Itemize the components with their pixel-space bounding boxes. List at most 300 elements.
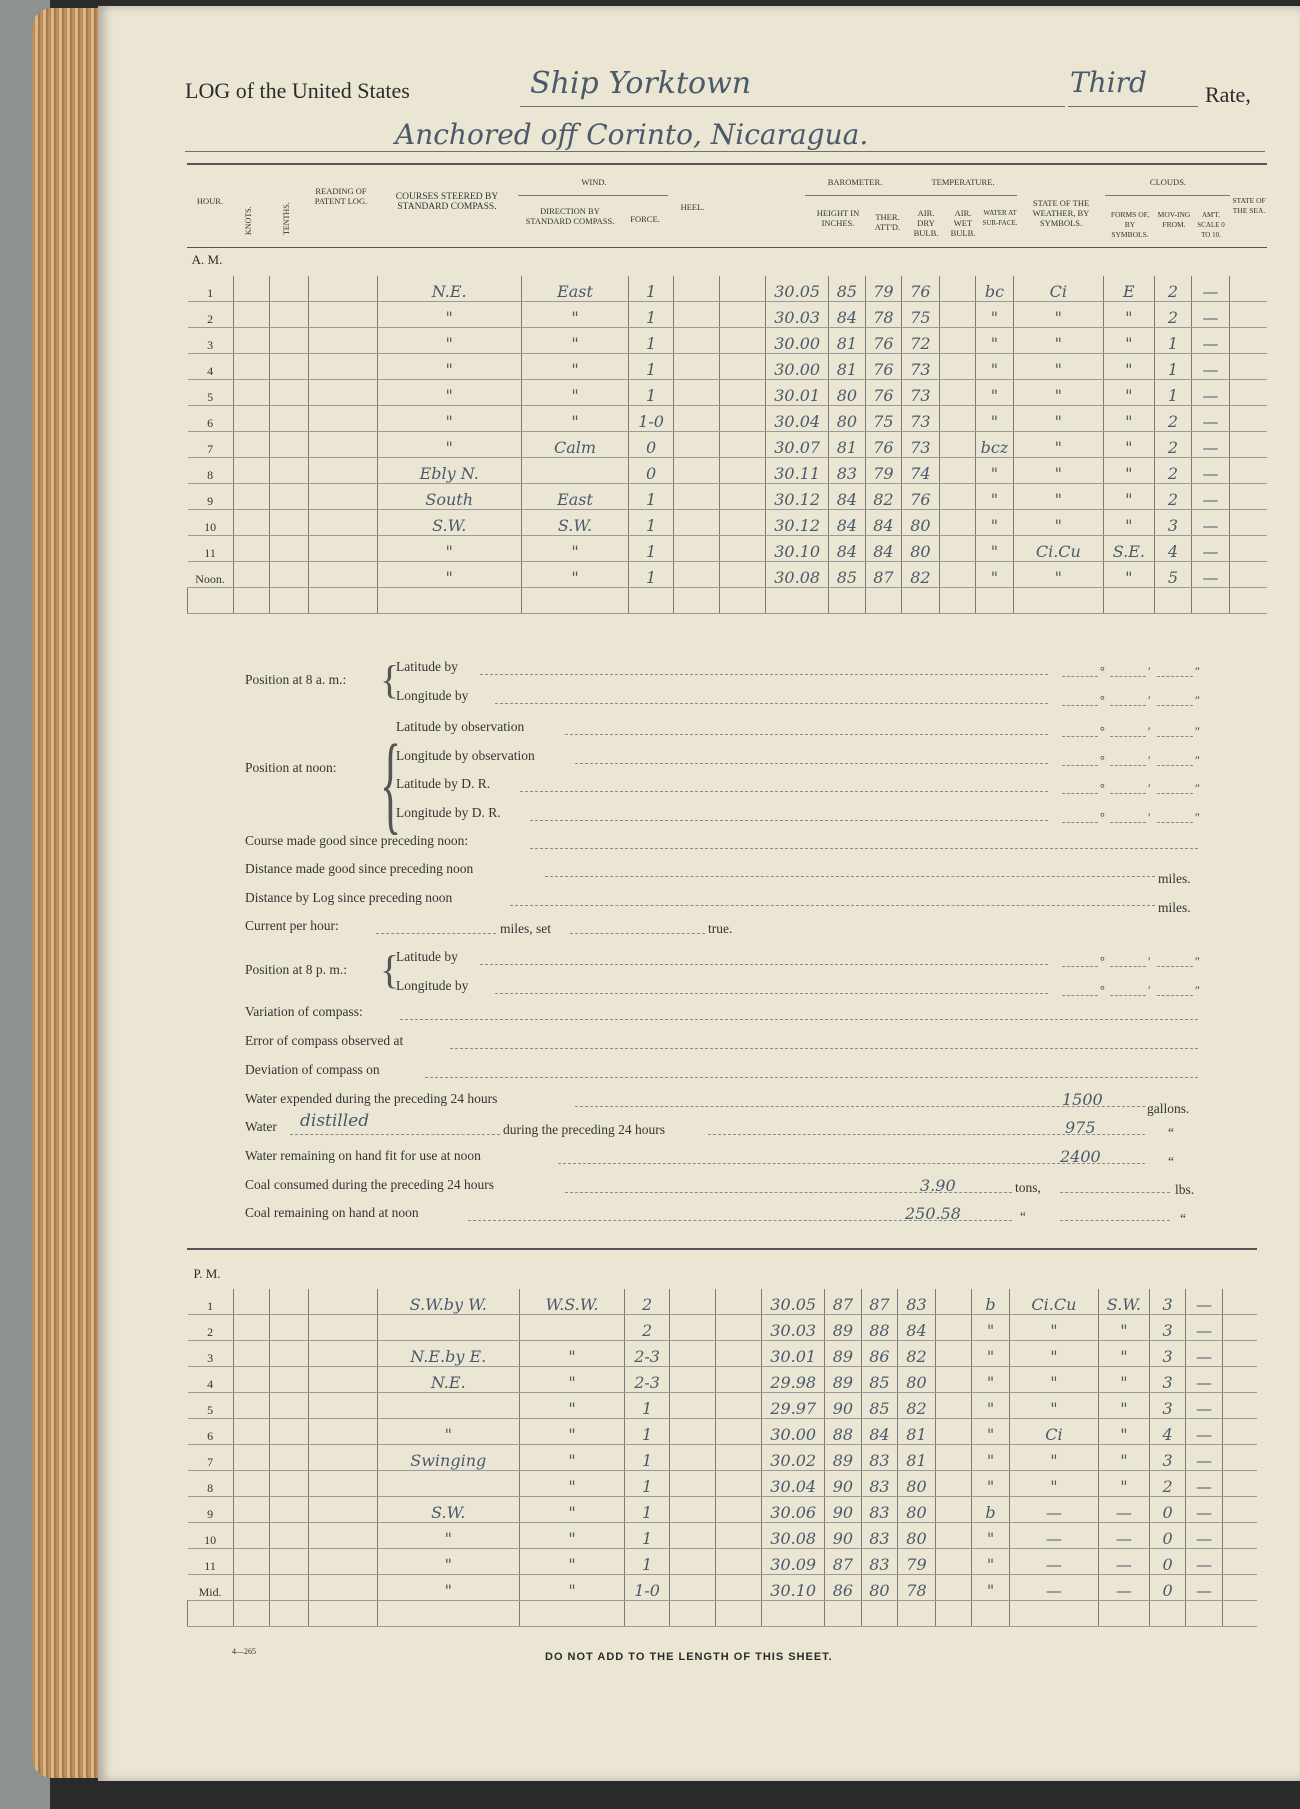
pm-cell-amount: 2 [1149,1471,1186,1497]
pm-cell-moving: " [1099,1315,1150,1341]
am-cell-patent [308,328,377,354]
pm-cell-wet: 83 [898,1289,936,1315]
am-cell-course: " [377,536,521,562]
am-blank-cell [1013,588,1103,614]
position-sec-mark: ″ [1195,664,1200,678]
am-cell-weather: " [976,354,1014,380]
am-cell-knots [233,432,270,458]
am-cell-patent [308,536,377,562]
am-cell-force: 1 [629,276,674,302]
pm-cell-dry: 84 [861,1419,898,1445]
pm-row [188,1367,1258,1393]
position-min-mark: ′ [1148,954,1151,968]
am-cell-weather: " [976,510,1014,536]
pm-cell-moving: S.W. [1099,1289,1150,1315]
pm-cell-knots [233,1393,270,1419]
am-cell-wind_dir [521,458,629,484]
pm-cell-moving: — [1099,1575,1150,1601]
position-min-blank [1110,966,1146,967]
pm-cell-dry: 83 [861,1497,898,1523]
posnoon-label: Position at noon: [245,760,337,775]
am-cell-forms: " [1013,458,1103,484]
am-cell-height: 30.07 [766,432,829,458]
pm-cell-extra [1222,1445,1257,1471]
position-sec-mark: ″ [1195,693,1200,707]
pm-cell-force: 2 [625,1315,670,1341]
current-set-line [570,933,705,934]
dist-good-miles: miles. [1158,871,1191,886]
am-blank-cell [1229,588,1267,614]
am-cell-moving: " [1104,328,1155,354]
pm-cell-heel2 [715,1289,762,1315]
current-miles-set: miles, set [500,921,551,936]
pm-cell-hour: 1 [188,1289,234,1315]
water-word: Water [245,1119,277,1134]
pm-cell-weather: " [972,1341,1010,1367]
am-cell-wet: 80 [902,510,940,536]
am-cell-tenths [270,484,309,510]
pm-cell-tenths [270,1367,309,1393]
am-cell-sea: — [1192,510,1230,536]
am-cell-ther: 80 [829,406,866,432]
am-cell-amount: 2 [1154,432,1192,458]
pm-cell-dry: 88 [861,1315,898,1341]
pm-cell-wet: 80 [898,1523,936,1549]
am-cell-ther: 85 [829,562,866,588]
am-cell-patent [308,484,377,510]
water-remaining-ditto: “ [1168,1154,1174,1169]
pm-cell-amount: 3 [1149,1367,1186,1393]
pm-cell-forms: — [1009,1497,1098,1523]
position-deg-blank [1062,822,1098,823]
am-cell-wet: 75 [902,302,940,328]
am-cell-knots [233,328,270,354]
pm-cell-course [377,1315,519,1341]
pm-cell-tenths [270,1445,309,1471]
header-forms: FORMS OF, BY SYMBOLS. [1110,210,1150,239]
pm-cell-course: Swinging [377,1445,519,1471]
pm-cell-knots [233,1575,270,1601]
position-deg-mark: ° [1100,781,1105,795]
am-blank-cell [719,588,766,614]
am-cell-wet: 73 [902,354,940,380]
am-cell-force: 0 [629,432,674,458]
pm-cell-patent [308,1289,377,1315]
am-cell-heel [673,406,719,432]
am-cell-heel2 [719,510,766,536]
pm-cell-height: 30.05 [762,1289,825,1315]
pm-blank-cell [1099,1601,1150,1627]
am-cell-course: " [377,406,521,432]
am-cell-heel [673,328,719,354]
am-row [188,380,1268,406]
pm-cell-height: 30.08 [762,1523,825,1549]
am-cell-weather: " [976,458,1014,484]
am-cell-force: 1 [629,562,674,588]
am-cell-ther: 84 [829,536,866,562]
pm-cell-extra [1222,1549,1257,1575]
am-cell-dry: 84 [865,536,902,562]
am-cell-moving: E [1104,276,1155,302]
pm-cell-heel [669,1497,715,1523]
pm-cell-weather: b [972,1289,1010,1315]
am-row [188,432,1268,458]
pm-cell-tenths [270,1497,309,1523]
position-min-mark: ′ [1148,724,1151,738]
am-cell-water [939,458,976,484]
am-cell-tenths [270,380,309,406]
pm-cell-patent [308,1341,377,1367]
am-cell-water [939,510,976,536]
pm-cell-extra [1222,1575,1257,1601]
am-blank-cell [629,588,674,614]
pm-cell-forms: " [1009,1445,1098,1471]
am-cell-sea: — [1192,536,1230,562]
am-cell-heel [673,484,719,510]
am-cell-moving: " [1104,380,1155,406]
pm-blank-cell [188,1601,234,1627]
pm-cell-height: 30.03 [762,1315,825,1341]
am-cell-forms: " [1013,510,1103,536]
dist-log-line [510,905,1155,906]
pm-cell-heel [669,1367,715,1393]
am-cell-height: 30.10 [766,536,829,562]
pos8pm-lon-label: Longitude by [396,978,469,993]
am-cell-water [939,328,976,354]
am-cell-heel2 [719,536,766,562]
location-line [185,151,1265,152]
am-cell-extra [1229,562,1267,588]
position-deg-blank [1062,736,1098,737]
am-cell-extra [1229,302,1267,328]
am-cell-weather: " [976,484,1014,510]
position-sec-mark: ″ [1195,724,1200,738]
pm-cell-weather: " [972,1549,1010,1575]
pm-cell-knots [233,1289,270,1315]
log-title: LOG of the United States [185,78,410,103]
am-cell-hour: 9 [188,484,234,510]
coal-consumed-tons: tons, [1015,1180,1041,1195]
pm-cell-ther: 90 [825,1497,862,1523]
pm-cell-forms: — [1009,1523,1098,1549]
position-deg-mark: ° [1100,724,1105,738]
am-cell-amount: 5 [1154,562,1192,588]
pm-cell-height: 30.01 [762,1341,825,1367]
header-air-dry: AIR. DRY BULB. [913,208,939,238]
pm-cell-water [935,1497,972,1523]
pm-cell-force: 1 [625,1419,670,1445]
am-blank-cell [1104,588,1155,614]
am-cell-sea: — [1192,406,1230,432]
am-cell-force: 1-0 [629,406,674,432]
am-cell-heel2 [719,484,766,510]
am-cell-height: 30.00 [766,354,829,380]
am-cell-heel [673,458,719,484]
pm-cell-extra [1222,1341,1257,1367]
am-cell-force: 1 [629,536,674,562]
position-deg-blank [1062,676,1098,677]
pm-cell-heel2 [715,1471,762,1497]
am-cell-forms: " [1013,354,1103,380]
pm-cell-tenths [270,1471,309,1497]
am-cell-tenths [270,302,309,328]
pm-row [188,1471,1258,1497]
pm-cell-wind_dir: W.S.W. [519,1289,625,1315]
pm-cell-wind_dir: " [519,1497,625,1523]
pm-cell-course [377,1471,519,1497]
am-cell-patent [308,354,377,380]
pm-cell-wind_dir: " [519,1419,625,1445]
position-deg-mark: ° [1100,753,1105,767]
am-cell-hour: Noon. [188,562,234,588]
pm-cell-sea: — [1186,1315,1223,1341]
pm-cell-sea: — [1186,1367,1223,1393]
am-cell-wet: 72 [902,328,940,354]
am-label: A. M. [191,252,223,267]
pm-cell-amount: 3 [1149,1341,1186,1367]
am-cell-dry: 76 [865,432,902,458]
header-knots: KNOTS. [244,206,253,235]
dist-log-label: Distance by Log since preceding noon [245,890,453,905]
am-cell-knots [233,354,270,380]
am-cell-knots [233,536,270,562]
coal-consumed-lbs-line [1060,1192,1170,1193]
pm-cell-wind_dir: " [519,1341,625,1367]
am-cell-amount: 1 [1154,328,1192,354]
am-cell-height: 30.11 [766,458,829,484]
position-min-blank [1110,765,1146,766]
posnoon-lat-obs: Latitude by observation [396,719,525,734]
pm-cell-water [935,1523,972,1549]
posnoon-lon-dr: Longitude by D. R. [396,805,501,820]
am-cell-wet: 76 [902,484,940,510]
pm-cell-wind_dir: " [519,1523,625,1549]
am-cell-moving: " [1104,562,1155,588]
am-cell-course: N.E. [377,276,521,302]
am-cell-heel [673,354,719,380]
header-weather: STATE OF THE WEATHER, BY SYMBOLS. [1032,198,1090,228]
am-row [188,562,1268,588]
pm-cell-forms: " [1009,1315,1098,1341]
pm-cell-course: S.W.by W. [377,1289,519,1315]
am-row [188,406,1268,432]
pm-cell-patent [308,1549,377,1575]
pm-cell-amount: 0 [1149,1523,1186,1549]
pm-cell-moving: " [1099,1445,1150,1471]
am-cell-wind_dir: " [521,354,629,380]
am-blank-cell [673,588,719,614]
am-cell-course: " [377,328,521,354]
am-cell-tenths [270,510,309,536]
am-cell-forms: " [1013,562,1103,588]
am-cell-ther: 81 [829,328,866,354]
am-cell-dry: 79 [865,458,902,484]
pm-cell-wet: 79 [898,1549,936,1575]
pm-cell-extra [1222,1367,1257,1393]
am-cell-extra [1229,276,1267,302]
am-cell-tenths [270,276,309,302]
am-cell-knots [233,380,270,406]
am-cell-tenths [270,458,309,484]
coal-remaining-value: 250.58 [905,1204,961,1223]
pm-row [188,1289,1258,1315]
pm-blank-cell [625,1601,670,1627]
pm-cell-course: " [377,1549,519,1575]
am-row [188,536,1268,562]
pm-row [188,1393,1258,1419]
am-cell-heel2 [719,354,766,380]
pm-row [188,1575,1258,1601]
coal-consumed-value: 3.90 [920,1176,956,1195]
am-blank-cell [521,588,629,614]
am-cell-forms: " [1013,328,1103,354]
pm-blank-cell [861,1601,898,1627]
pm-cell-wind_dir: " [519,1393,625,1419]
pm-cell-force: 1 [625,1393,670,1419]
footer-notice: DO NOT ADD TO THE LENGTH OF THIS SHEET. [545,1651,833,1663]
am-cell-heel2 [719,328,766,354]
deviation-line [425,1077,1198,1078]
coal-remaining-label: Coal remaining on hand at noon [245,1205,419,1220]
pm-cell-knots [233,1367,270,1393]
position-sec-blank [1157,966,1193,967]
pm-cell-dry: 85 [861,1367,898,1393]
am-cell-force: 1 [629,510,674,536]
pm-blank-cell [762,1601,825,1627]
am-cell-moving: " [1104,458,1155,484]
position-sec-mark: ″ [1195,753,1200,767]
pm-cell-ther: 89 [825,1341,862,1367]
am-cell-extra [1229,510,1267,536]
pm-cell-hour: 7 [188,1445,234,1471]
pm-cell-moving: — [1099,1523,1150,1549]
am-cell-wind_dir: " [521,380,629,406]
pm-cell-height: 29.98 [762,1367,825,1393]
position-sec-mark: ″ [1195,781,1200,795]
position-sec-blank [1157,822,1193,823]
pm-cell-force: 2 [625,1289,670,1315]
am-cell-water [939,354,976,380]
header-moving: MOV-ING FROM. [1157,210,1191,229]
pm-cell-water [935,1367,972,1393]
am-cell-ther: 80 [829,380,866,406]
position-sec-mark: ″ [1195,954,1200,968]
water-expended-line [575,1106,1145,1107]
pm-cell-tenths [270,1419,309,1445]
water-distilled-label: during the preceding 24 hours [503,1122,665,1137]
position-deg-blank [1062,995,1098,996]
am-cell-water [939,302,976,328]
am-cell-hour: 2 [188,302,234,328]
pm-cell-ther: 89 [825,1315,862,1341]
header-temperature: TEMPERATURE. [931,177,995,187]
am-cell-knots [233,302,270,328]
am-cell-force: 1 [629,354,674,380]
am-cell-patent [308,458,377,484]
am-cell-dry: 78 [865,302,902,328]
pm-cell-heel2 [715,1393,762,1419]
pm-cell-sea: — [1186,1549,1223,1575]
am-cell-amount: 1 [1154,354,1192,380]
pm-cell-force: 1-0 [625,1575,670,1601]
pm-cell-extra [1222,1419,1257,1445]
am-cell-height: 30.08 [766,562,829,588]
am-cell-heel [673,276,719,302]
pm-cell-heel [669,1549,715,1575]
am-cell-height: 30.12 [766,484,829,510]
am-cell-knots [233,510,270,536]
pm-cell-amount: 0 [1149,1575,1186,1601]
pm-cell-tenths [270,1523,309,1549]
pm-blank-cell [669,1601,715,1627]
pm-cell-sea: — [1186,1497,1223,1523]
coal-consumed-label: Coal consumed during the preceding 24 hours [245,1177,494,1192]
am-cell-sea: — [1192,380,1230,406]
pm-cell-moving: " [1099,1419,1150,1445]
water-distilled-ditto: “ [1168,1125,1174,1140]
pm-label: P. M. [193,1266,221,1281]
pm-blank-cell [972,1601,1010,1627]
pm-cell-patent [308,1471,377,1497]
pm-row [188,1341,1258,1367]
pm-cell-heel [669,1341,715,1367]
am-cell-hour: 8 [188,458,234,484]
pm-blank-cell [377,1601,519,1627]
pm-cell-force: 1 [625,1471,670,1497]
position-deg-mark: ° [1100,954,1105,968]
pm-cell-patent [308,1523,377,1549]
pm-cell-course: N.E. [377,1367,519,1393]
pm-cell-moving: — [1099,1549,1150,1575]
pm-cell-sea: — [1186,1523,1223,1549]
current-label: Current per hour: [245,918,339,933]
am-cell-water [939,536,976,562]
am-row [188,510,1268,536]
am-cell-wind_dir: Calm [521,432,629,458]
am-cell-moving: " [1104,484,1155,510]
am-cell-patent [308,562,377,588]
water-remaining-line [558,1163,1145,1164]
coal-remaining-lbs-line [1060,1220,1170,1221]
am-row [188,354,1268,380]
ship-name-line [520,106,1065,107]
am-blank-cell [766,588,829,614]
am-cell-tenths [270,354,309,380]
pm-cell-height: 30.04 [762,1471,825,1497]
am-blank-cell [188,588,234,614]
pm-cell-height: 29.97 [762,1393,825,1419]
am-cell-forms: Ci [1013,276,1103,302]
am-cell-force: 1 [629,484,674,510]
am-cell-patent [308,432,377,458]
am-cell-wet: 73 [902,380,940,406]
am-cell-heel2 [719,406,766,432]
am-cell-moving: " [1104,510,1155,536]
am-blank-cell [1192,588,1230,614]
am-cell-wet: 73 [902,406,940,432]
am-cell-sea: — [1192,432,1230,458]
pm-cell-tenths [270,1393,309,1419]
pm-cell-knots [233,1419,270,1445]
pm-cell-sea: — [1186,1341,1223,1367]
position-min-blank [1110,793,1146,794]
am-cell-forms: " [1013,432,1103,458]
am-cell-sea: — [1192,458,1230,484]
am-cell-course: " [377,302,521,328]
pm-cell-amount: 0 [1149,1549,1186,1575]
location-text: Anchored off Corinto, Nicaragua. [395,118,869,151]
pm-cell-heel [669,1393,715,1419]
